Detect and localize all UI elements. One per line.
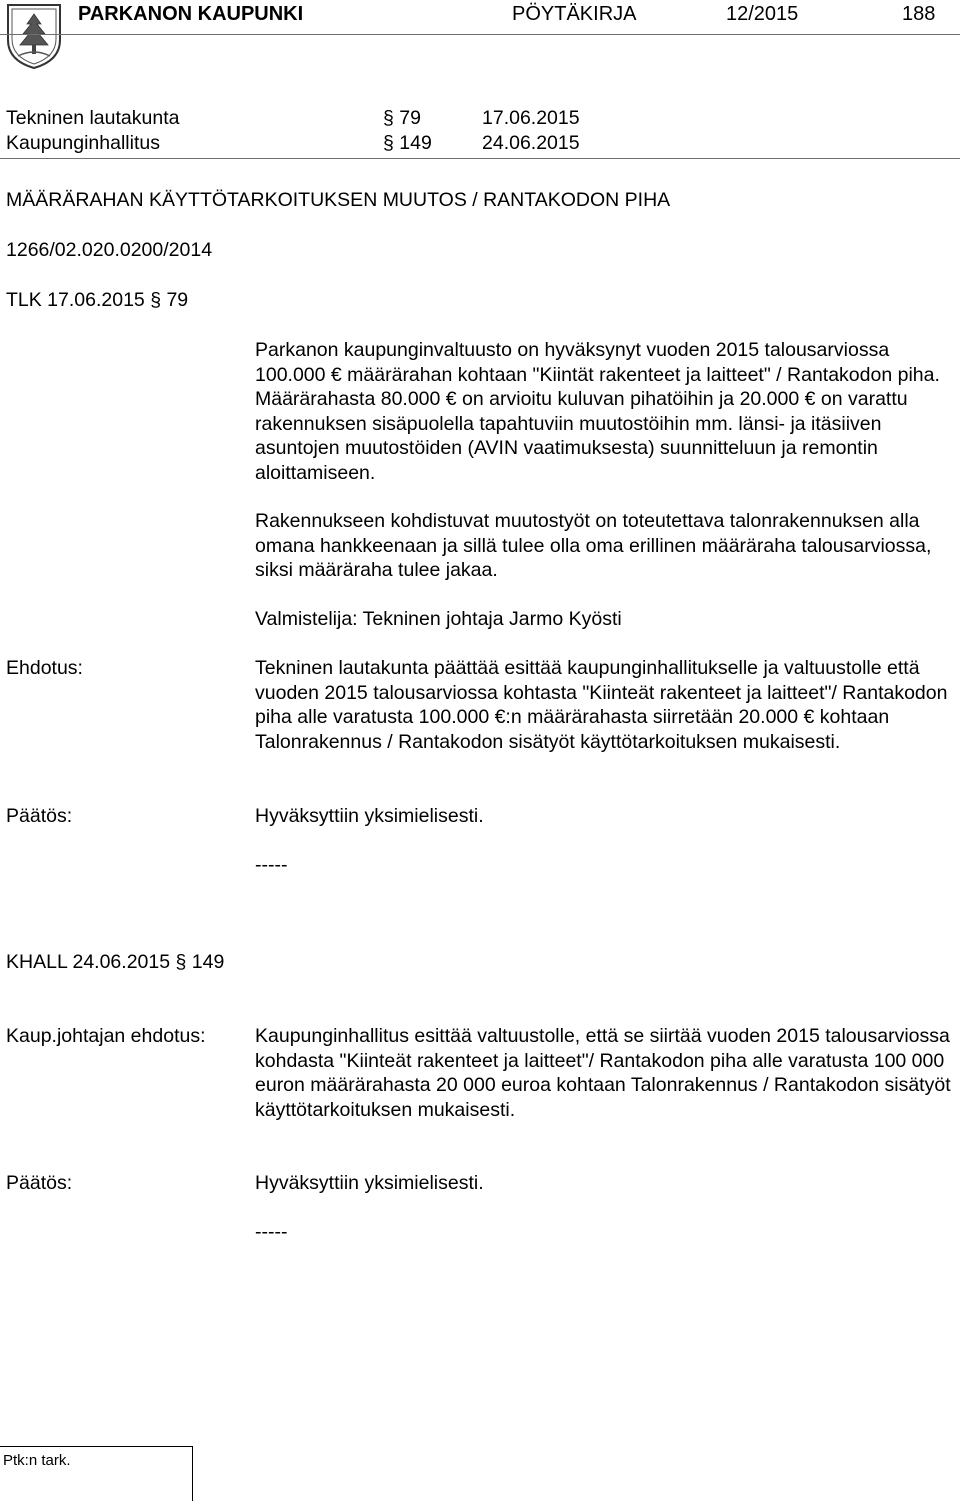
decision-text: Hyväksyttiin yksimielisesti. (255, 1172, 484, 1194)
footer-divider (192, 1446, 193, 1501)
header-page: 188 (902, 3, 936, 25)
khall-reference: KHALL 24.06.2015 § 149 (6, 951, 225, 973)
proposal-label: Ehdotus: (6, 657, 83, 679)
section-separator: ----- (255, 854, 288, 876)
tlk-reference: TLK 17.06.2015 § 79 (6, 289, 189, 311)
meeting-section: § 79 (383, 107, 421, 129)
mayor-proposal-text: Kaupunginhallitus esittää valtuustolle, että se siirtää vuoden 2015 talousarviossa kohdasta "Kiinteät rakenteet ja laitteet"/ Rantakodon piha alle varatusta 100 000 euron määrärahasta 20 000 euroa kohtaan Talonrakennus / Rantakodon sisätyöt käyttötarkoituksen mukaisesti. (255, 1025, 951, 1121)
decision-label: Päätös: (6, 1172, 73, 1194)
item-title: MÄÄRÄRAHAN KÄYTTÖTARKOITUKSEN MUUTOS / RANTAKODON PIHA (6, 189, 671, 211)
section-separator: ----- (255, 1221, 288, 1243)
meeting-section: § 149 (383, 132, 432, 154)
decision-label: Päätös: (6, 805, 73, 827)
decision-text: Hyväksyttiin yksimielisesti. (255, 805, 484, 827)
mayor-proposal-label: Kaup.johtajan ehdotus: (6, 1025, 206, 1047)
city-coat-of-arms-icon (4, 2, 64, 70)
meeting-body: Tekninen lautakunta (6, 107, 180, 129)
header-city: PARKANON KAUPUNKI (78, 3, 304, 25)
meeting-date: 17.06.2015 (482, 107, 580, 129)
header-number: 12/2015 (726, 3, 799, 25)
meeting-body: Kaupunginhallitus (6, 132, 160, 154)
item-dnro: 1266/02.020.0200/2014 (6, 239, 213, 261)
meetings-rule (0, 158, 960, 159)
meeting-date: 24.06.2015 (482, 132, 580, 154)
body-paragraph-1: Parkanon kaupunginvaltuusto on hyväksynyt vuoden 2015 talousarviossa 100.000 € määrärahan kohtaan "Kiintät rakenteet ja laitteet" / Rantakodon piha. Määrärahasta 80.000 € on arvioitu kuluvan pihatöihin ja 20.000 € on varattu rakennuksen sisäpuolella tapahtuviin muutostöihin mm. länsi- ja itäsiiven asuntojen muutostöiden (AVIN vaatimuksesta) suunnitteluun ja remontin aloittamiseen. (255, 339, 940, 484)
header-doc-type: PÖYTÄKIRJA (512, 3, 637, 25)
body-paragraph-2: Rakennukseen kohdistuvat muutostyöt on toteutettava talonrakennuksen alla omana hankkeenaan ja sillä tulee olla oma erillinen määräraha talousarviossa, siksi määräraha tulee jakaa. (255, 510, 932, 581)
preparer-line: Valmistelija: Tekninen johtaja Jarmo Kyösti (255, 608, 622, 630)
proposal-text: Tekninen lautakunta päättää esittää kaupunginhallitukselle ja valtuustolle että vuoden 2015 talousarviossa kohtasta "Kiinteät rakenteet ja laitteet"/ Rantakodon piha alle varatusta 100.000 €:n määrärahasta siirretään 20.000 € kohtaan Talonrakennus / Rantakodon sisätyöt käyttötarkoituksen mukaisesti. (255, 657, 948, 753)
header-rule (0, 34, 960, 35)
footer-check-label: Ptk:n tark. (3, 1452, 71, 1469)
footer-rule (0, 1446, 192, 1447)
